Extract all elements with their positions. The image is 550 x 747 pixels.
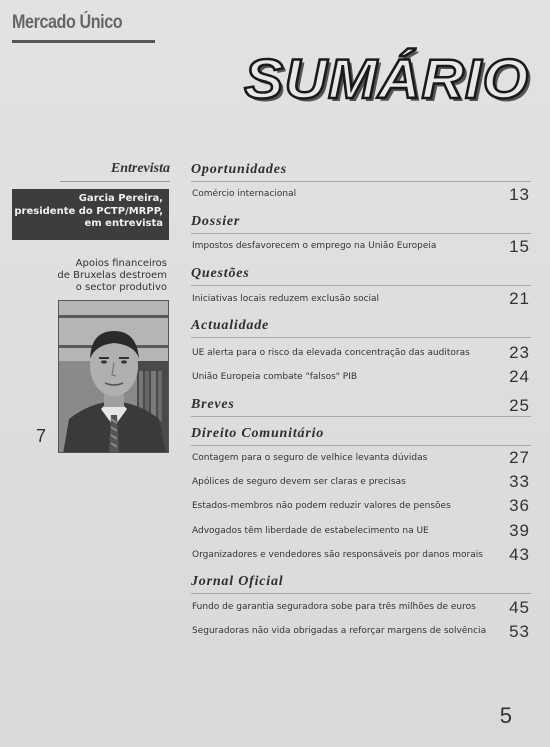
toc-page-number: 43 [509, 545, 530, 564]
section-title-breves[interactable]: Breves [191, 397, 235, 412]
toc-entry[interactable]: UE alerta para o risco da elevada concentração das auditoras [192, 348, 470, 358]
toc-entry[interactable]: Contagem para o seguro de velhice levanta dúvidas [192, 453, 428, 463]
toc-entry[interactable]: Organizadores e vendedores são responsáveis por danos morais [192, 550, 483, 560]
toc-page-number: 39 [509, 521, 530, 540]
interview-line: presidente do PCTP/MRPP, [14, 205, 163, 217]
section-rule [191, 337, 531, 338]
toc-entry[interactable]: Seguradoras não vida obrigadas a reforçar margens de solvência [192, 626, 487, 636]
portrait-photo [58, 300, 169, 453]
interview-line: em entrevista [84, 218, 163, 229]
interview-highlight-box[interactable] [12, 189, 169, 240]
toc-page-number: 21 [509, 289, 530, 308]
interview-subtitle [40, 258, 167, 294]
section-rule [191, 181, 531, 182]
toc-page-number: 25 [509, 396, 530, 415]
toc-entry[interactable]: Comércio internacional [192, 189, 297, 199]
section-title-direito-comunitario: Direito Comunitário [191, 426, 325, 441]
toc-page-number: 15 [509, 237, 530, 256]
interview-section-title: Entrevista [110, 161, 170, 176]
subtitle-line: de Bruxelas destroem [57, 270, 167, 281]
toc-entry[interactable]: Estados-membros não podem reduzir valores de pensões [192, 501, 451, 511]
section-title-actualidade: Actualidade [191, 318, 270, 333]
toc-page-number: 23 [509, 343, 530, 362]
interview-line: Garcia Pereira, [78, 193, 163, 204]
interview-page-number: 7 [36, 426, 47, 446]
page-title: SUMÁRIO [243, 47, 529, 110]
section-rule [191, 416, 531, 417]
toc-page-number: 13 [509, 185, 530, 204]
brand-underline [12, 40, 155, 43]
toc-page-number: 33 [509, 472, 530, 491]
section-title-jornal-oficial: Jornal Oficial [191, 574, 284, 589]
toc-entry[interactable]: União Europeia combate "falsos" PIB [192, 372, 358, 382]
toc-entry[interactable]: Apólices de seguro devem ser claras e precisas [192, 477, 406, 487]
toc-page-number: 53 [509, 622, 530, 641]
toc-page-number: 36 [509, 496, 530, 515]
section-rule [191, 593, 531, 594]
subtitle-line: o sector produtivo [75, 282, 167, 293]
section-title-questoes: Questões [191, 266, 250, 281]
section-title-dossier: Dossier [191, 214, 241, 229]
section-rule [191, 445, 531, 446]
toc-entry[interactable]: Advogados têm liberdade de estabelecimento na UE [192, 526, 429, 536]
brand-title: Mercado Único [12, 12, 123, 33]
toc-entry[interactable]: Fundo de garantia seguradora sobe para três milhões de euros [192, 602, 476, 612]
section-rule [191, 285, 531, 286]
interview-rule [60, 181, 170, 182]
toc-entry[interactable]: Impostos desfavorecem o emprego na União Europeia [192, 241, 437, 251]
toc-page-number: 24 [509, 367, 530, 386]
toc-page-number: 27 [509, 448, 530, 467]
portrait-illustration [59, 301, 169, 453]
section-title-oportunidades: Oportunidades [191, 162, 287, 177]
folio-page-number: 5 [499, 703, 512, 728]
section-rule [191, 233, 531, 234]
toc-page-number: 45 [509, 598, 530, 617]
toc-entry[interactable]: Iniciativas locais reduzem exclusão social [192, 294, 380, 304]
subtitle-line: Apoios financeiros [75, 258, 167, 269]
